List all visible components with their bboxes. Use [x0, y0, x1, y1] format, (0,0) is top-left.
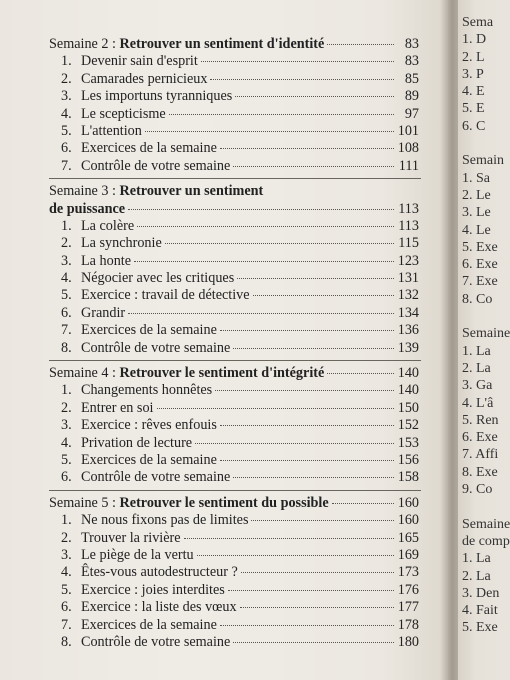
facing-page-line: 5. Exe: [462, 239, 498, 255]
toc-item: [49, 305, 419, 322]
toc-item: [49, 469, 419, 486]
leader-dots: [220, 425, 394, 426]
item-label: Les importuns tyranniques: [81, 88, 233, 105]
item-number: 3.: [61, 546, 72, 563]
toc-item: [49, 218, 419, 235]
item-number: 3.: [61, 252, 72, 269]
leader-dots: [145, 131, 394, 132]
leader-dots: [169, 114, 394, 115]
leader-dots: [237, 278, 394, 279]
toc-item: [49, 270, 419, 287]
page-number: 140: [397, 365, 419, 382]
item-number: 1.: [61, 382, 72, 399]
facing-page-line: 5. Ren: [462, 412, 499, 428]
leader-dots: [240, 607, 394, 608]
item-label: Exercices de la semaine: [81, 322, 217, 339]
facing-page-line: Sema: [462, 15, 494, 30]
facing-page-line: 1. Sa: [462, 170, 490, 186]
leader-dots: [327, 44, 394, 45]
item-label: Exercices de la semaine: [81, 616, 217, 633]
page-number: 139: [397, 339, 419, 356]
item-label: La honte: [81, 252, 132, 269]
toc-item: [49, 582, 419, 599]
facing-page-line: 7. Exe: [462, 274, 498, 290]
week-heading: [49, 183, 419, 200]
item-number: 5.: [61, 581, 72, 598]
week-heading-label: Semaine 3 : Retrouver un sentiment: [49, 183, 264, 200]
toc-item: [49, 71, 419, 88]
page-number: 160: [397, 494, 419, 511]
facing-page-line: [462, 498, 510, 515]
leader-dots: [157, 408, 395, 409]
section-divider: [49, 360, 421, 361]
page-number: 113: [398, 217, 419, 234]
facing-page-line: 2. Le: [462, 187, 491, 203]
leader-dots: [327, 373, 394, 374]
page-number: 134: [397, 304, 419, 321]
leader-dots: [137, 226, 394, 227]
leader-dots: [195, 443, 394, 444]
item-number: 4.: [61, 434, 72, 451]
page-number: 173: [397, 564, 419, 581]
page-number: 132: [397, 287, 419, 304]
item-label: Le piège de la vertu: [81, 546, 194, 563]
facing-page-line: Semaine: [462, 326, 510, 342]
leader-dots: [233, 166, 394, 167]
leader-dots: [235, 96, 394, 97]
facing-page-line: 4. Le: [462, 222, 491, 238]
section-divider: [49, 178, 421, 179]
leader-dots: [233, 477, 394, 478]
facing-page-line: 9. Co: [462, 482, 493, 498]
item-label: Exercices de la semaine: [81, 451, 217, 468]
toc-item: [49, 547, 419, 564]
week-section-2: [49, 36, 419, 175]
item-number: 8.: [61, 339, 72, 356]
facing-page-line: [462, 308, 510, 325]
item-label: L'attention: [81, 122, 142, 139]
item-number: 7.: [61, 616, 72, 633]
page-number: 89: [404, 88, 419, 105]
leader-dots: [134, 261, 394, 262]
page-number: 153: [397, 434, 419, 451]
page-number: 156: [397, 451, 419, 468]
page-number: 131: [397, 270, 419, 287]
leader-dots: [233, 348, 394, 349]
toc-item: [49, 400, 419, 417]
page-number: 115: [398, 235, 419, 252]
week-heading-continued: [49, 201, 419, 218]
toc-item: [49, 599, 419, 616]
facing-page-line: Semain: [462, 153, 504, 169]
facing-page-line: 4. Fait: [462, 603, 498, 619]
week-heading-label-2: de puissance: [49, 200, 126, 217]
toc-item: [49, 53, 419, 70]
leader-dots: [215, 390, 394, 391]
leader-dots: [128, 209, 394, 210]
item-label: Exercice : travail de détective: [81, 287, 250, 304]
toc-item: [49, 123, 419, 140]
toc-item: [49, 564, 419, 581]
item-number: 6.: [61, 140, 72, 157]
leader-dots: [220, 460, 394, 461]
page-number: 160: [397, 512, 419, 529]
leader-dots: [253, 295, 394, 296]
facing-page-line: 6. C: [462, 118, 486, 134]
facing-page-line: 5. E: [462, 101, 485, 117]
facing-page-line: 8. Exe: [462, 464, 498, 480]
toc-item: [49, 435, 419, 452]
leader-dots: [201, 61, 394, 62]
toc-item: [49, 158, 419, 175]
item-number: 6.: [61, 599, 72, 616]
item-number: 5.: [61, 122, 72, 139]
item-label: Trouver la rivière: [81, 529, 181, 546]
leader-dots: [197, 555, 394, 556]
leader-dots: [228, 590, 394, 591]
item-number: 4.: [61, 270, 72, 287]
item-label: Privation de lecture: [81, 434, 193, 451]
facing-page-line: de comp: [462, 533, 510, 549]
item-number: 5.: [61, 451, 72, 468]
item-label: Changements honnêtes: [81, 382, 213, 399]
item-number: 3.: [61, 417, 72, 434]
leader-dots: [233, 642, 394, 643]
section-divider: [49, 490, 421, 491]
facing-page-line: 7. Affi: [462, 447, 499, 463]
item-label: La synchronie: [81, 235, 162, 252]
item-number: 6.: [61, 469, 72, 486]
facing-page-line: 2. L: [462, 49, 485, 65]
item-label: Exercice : la liste des vœux: [81, 599, 237, 616]
facing-page-line: 3. P: [462, 66, 484, 82]
leader-dots: [332, 503, 394, 504]
item-label: Contrôle de votre semaine: [81, 469, 231, 486]
item-label: Camarades pernicieux: [81, 70, 208, 87]
facing-page-line: 2. La: [462, 360, 491, 376]
leader-dots: [220, 330, 394, 331]
page-number: 165: [397, 529, 419, 546]
page-number: 97: [404, 105, 419, 122]
item-number: 5.: [61, 287, 72, 304]
leader-dots: [210, 79, 394, 80]
item-label: Le scepticisme: [81, 105, 166, 122]
page-number: 83: [404, 53, 419, 70]
item-number: 2.: [61, 235, 72, 252]
page-number: 123: [397, 252, 419, 269]
item-label: Contrôle de votre semaine: [81, 157, 231, 174]
page-number: 83: [404, 36, 419, 52]
toc-item: [49, 340, 419, 357]
facing-page-line: 3. Ga: [462, 378, 493, 394]
toc-item: [49, 452, 419, 469]
item-number: 7.: [61, 157, 72, 174]
page-number: 169: [397, 546, 419, 563]
item-number: 7.: [61, 322, 72, 339]
toc-item: [49, 106, 419, 123]
week-heading-label: Semaine 4 : Retrouver le sentiment d'intégrité: [49, 365, 325, 382]
item-label: Exercice : rêves enfouis: [81, 417, 217, 434]
leader-dots: [128, 313, 394, 314]
facing-page-line: Semaine: [462, 516, 510, 532]
facing-page-line: 4. E: [462, 84, 485, 100]
toc-item: [49, 512, 419, 529]
item-label: Exercice : joies interdites: [81, 581, 225, 598]
page-number: 150: [397, 399, 419, 416]
toc-item: [49, 617, 419, 634]
page-number: 85: [404, 70, 419, 87]
leader-dots: [220, 625, 394, 626]
toc-item: [49, 382, 419, 399]
item-label: Entrer en soi: [81, 399, 154, 416]
item-number: 1.: [61, 512, 72, 529]
facing-page-line: 6. Exe: [462, 430, 498, 446]
facing-page-line: 3. Den: [462, 585, 500, 601]
toc-item: [49, 634, 419, 651]
leader-dots: [165, 243, 394, 244]
item-label: La colère: [81, 217, 135, 234]
facing-page-line: [462, 135, 510, 152]
week-section-5: [49, 495, 419, 652]
item-label: Grandir: [81, 304, 126, 321]
page-number: 111: [398, 157, 419, 174]
toc-item: [49, 253, 419, 270]
item-number: 3.: [61, 88, 72, 105]
toc-item: [49, 322, 419, 339]
page-number: 178: [397, 616, 419, 633]
page-number: 108: [397, 140, 419, 157]
item-label: Contrôle de votre semaine: [81, 633, 231, 650]
page-number: 180: [397, 633, 419, 650]
leader-dots: [251, 520, 394, 521]
facing-page-line: 5. Exe: [462, 620, 498, 636]
item-label: Exercices de la semaine: [81, 140, 217, 157]
item-label: Négocier avec les critiques: [81, 270, 235, 287]
item-label: Contrôle de votre semaine: [81, 339, 231, 356]
item-number: 1.: [61, 217, 72, 234]
facing-page-line: 1. La: [462, 343, 491, 359]
item-number: 2.: [61, 399, 72, 416]
facing-page-line: 6. Exe: [462, 257, 498, 273]
week-heading: [49, 365, 419, 382]
page-number: 113: [398, 200, 419, 217]
week-heading: [49, 495, 419, 512]
week-heading-label: Semaine 5 : Retrouver le sentiment du possible: [49, 494, 329, 511]
toc-item: [49, 530, 419, 547]
toc-item: [49, 140, 419, 157]
page-number: 177: [397, 599, 419, 616]
page-number: 136: [397, 322, 419, 339]
book-page-right: [458, 0, 510, 680]
week-section-3: [49, 183, 419, 357]
facing-page-line: 1. D: [462, 32, 487, 48]
leader-dots: [220, 148, 394, 149]
item-number: 2.: [61, 529, 72, 546]
item-number: 6.: [61, 304, 72, 321]
page-number: 101: [397, 122, 419, 139]
week-heading-label: Semaine 2 : Retrouver un sentiment d'identité: [49, 36, 325, 52]
item-number: 2.: [61, 70, 72, 87]
item-number: 1.: [61, 53, 72, 70]
item-label: Devenir sain d'esprit: [81, 53, 198, 70]
item-label: Êtes-vous autodestructeur ?: [81, 564, 238, 581]
page-number: 176: [397, 581, 419, 598]
item-number: 4.: [61, 564, 72, 581]
toc-item: [49, 417, 419, 434]
leader-dots: [241, 572, 394, 573]
facing-page-line: 8. Co: [462, 291, 493, 307]
leader-dots: [184, 538, 394, 539]
toc-item: [49, 287, 419, 304]
item-number: 8.: [61, 633, 72, 650]
table-of-contents: [49, 36, 419, 651]
facing-page-line: 3. Le: [462, 205, 491, 221]
facing-page-line: 4. L'â: [462, 395, 494, 411]
toc-item: [49, 235, 419, 252]
toc-item: [49, 88, 419, 105]
week-section-4: [49, 365, 419, 487]
page-number: 140: [397, 382, 419, 399]
page-number: 152: [397, 417, 419, 434]
facing-page-text: [462, 14, 510, 637]
item-label: Ne nous fixons pas de limites: [81, 512, 249, 529]
week-heading: [49, 36, 419, 53]
item-number: 4.: [61, 105, 72, 122]
page-number: 158: [397, 469, 419, 486]
facing-page-line: 1. La: [462, 551, 491, 567]
facing-page-line: 2. La: [462, 568, 491, 584]
